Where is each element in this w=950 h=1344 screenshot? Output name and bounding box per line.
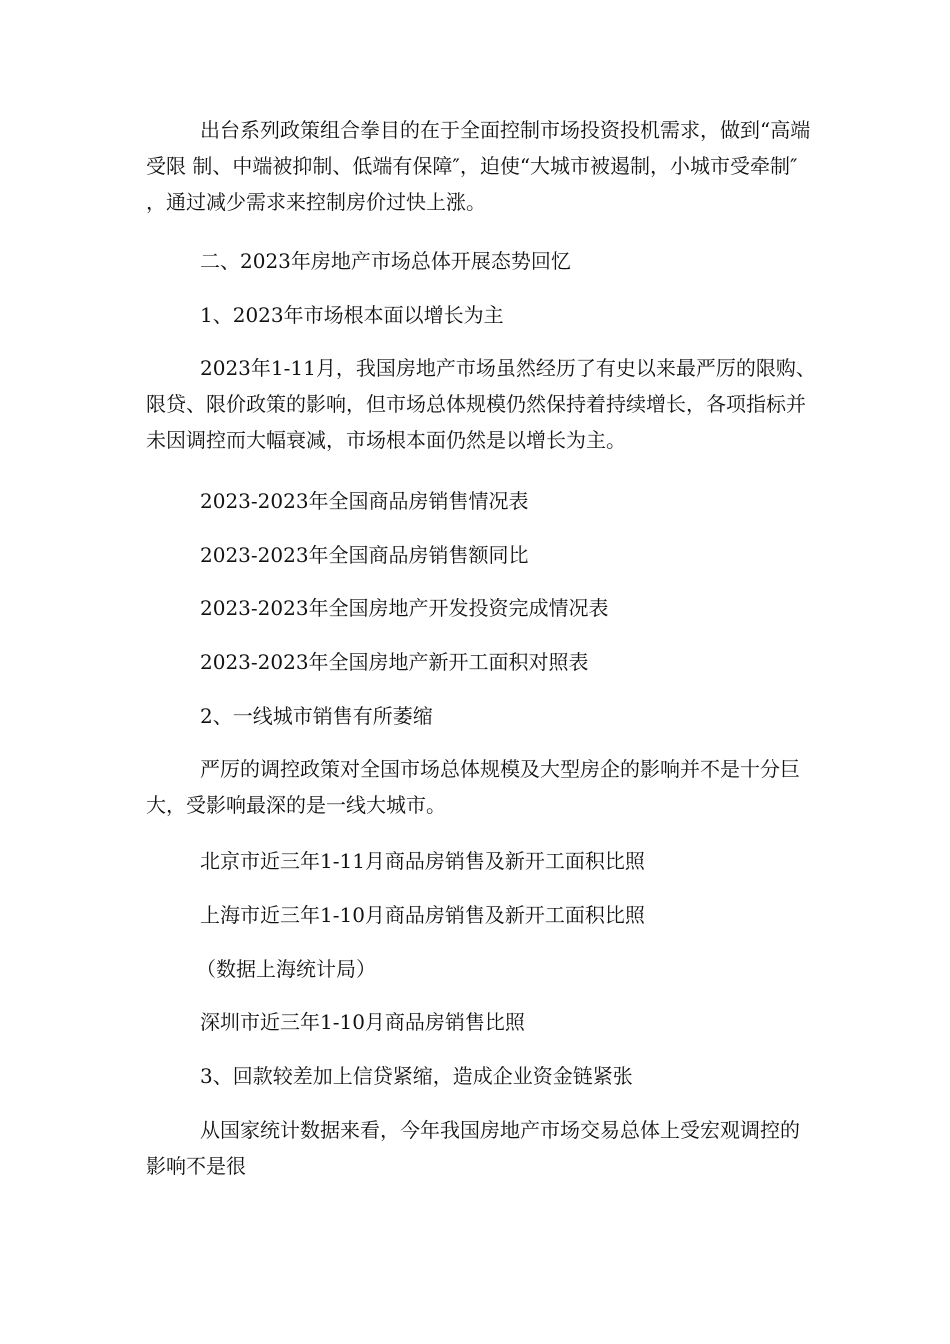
paragraph-tier1-impact: 严厉的调控政策对全国市场总体规模及大型房企的影响并不是十分巨大，受影响最深的是一线大城市。 <box>146 757 800 817</box>
paragraph-market-growth: 2023年1-11月，我国房地产市场虽然经历了有史以来最严厉的限购、限贷、限价政策的影响，但市场总体规模仍然保持着持续增长，各项指标并未因调控而大幅衰减，市场根本面仍然是以增长为主。 <box>146 356 816 452</box>
paragraph-statistics: 从国家统计数据来看，今年我国房地产市场交易总体上受宏观调控的影响不是很 <box>146 1118 800 1178</box>
table-caption-sales: 2023-2023年全国商品房销售情况表 <box>200 489 529 513</box>
caption-beijing: 北京市近三年1-11月商品房销售及新开工面积比照 <box>200 849 645 873</box>
table-caption-new-construction: 2023-2023年全国房地产新开工面积对照表 <box>200 650 589 674</box>
subheading-1: 1、2023年市场根本面以增长为主 <box>200 303 504 327</box>
subheading-3: 3、回款较差加上信贷紧缩，造成企业资金链紧张 <box>200 1064 633 1088</box>
table-caption-sales-yoy: 2023-2023年全国商品房销售额同比 <box>200 543 529 567</box>
section-heading-2: 二、2023年房地产市场总体开展态势回忆 <box>200 249 571 273</box>
table-caption-investment: 2023-2023年全国房地产开发投资完成情况表 <box>200 596 609 620</box>
paragraph-policy-combo: 出台系列政策组合拳目的在于全面控制市场投资投机需求，做到“高端受限 制、中端被抑制、低端有保障″，迫使“大城市被遏制，小城市受牵制″ ，通过减少需求来控制房价过快上涨。 <box>146 118 811 214</box>
subheading-2: 2、一线城市销售有所萎缩 <box>200 704 433 728</box>
caption-shanghai: 上海市近三年1-10月商品房销售及新开工面积比照 <box>200 903 645 927</box>
caption-shanghai-source: （数据上海统计局） <box>196 957 376 981</box>
caption-shenzhen: 深圳市近三年1-10月商品房销售比照 <box>200 1010 525 1034</box>
